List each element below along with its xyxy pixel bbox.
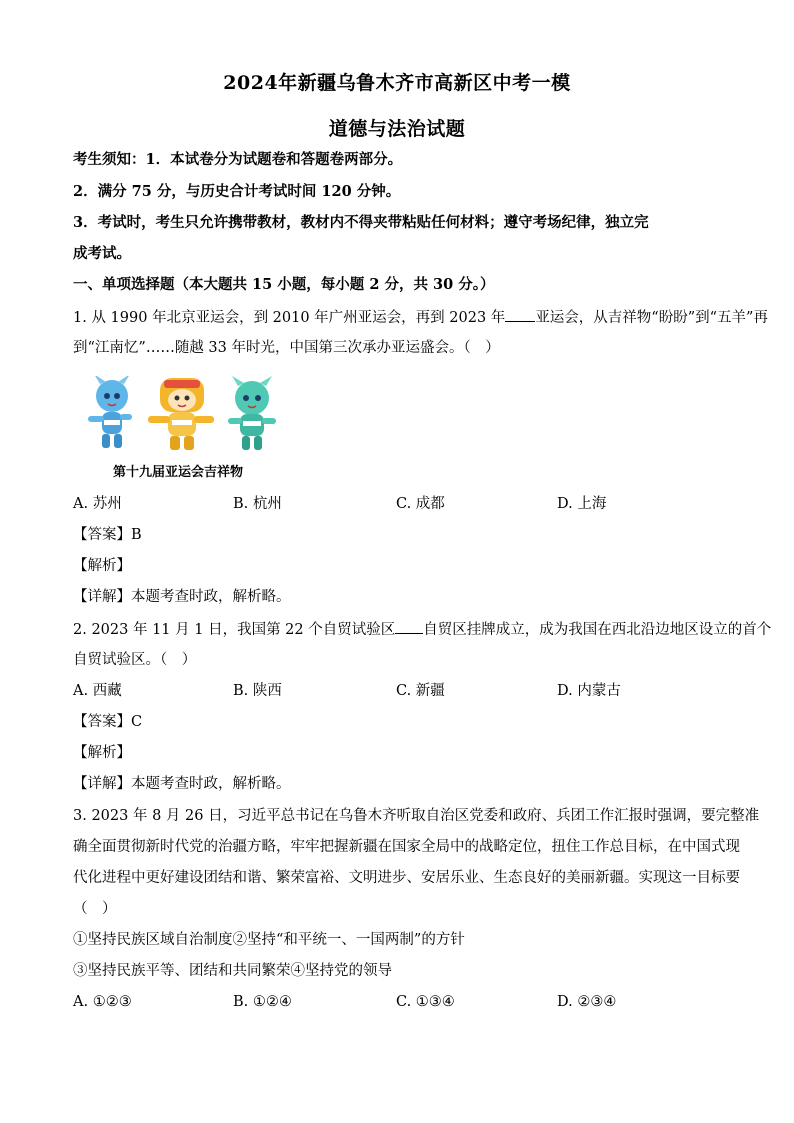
q3-stem-line-1: 3. 2023 年 8 月 26 日，习近平总书记在乌鲁木齐听取自治区党委和政府、兵团工作汇报时强调，要完整准 [73, 808, 760, 824]
q3-option-d[interactable]: D. ②③④ [557, 994, 617, 1010]
mascot-green-icon [228, 376, 276, 450]
q2-option-a[interactable]: A. 西藏 [73, 683, 122, 699]
q2-option-d[interactable]: D. 内蒙古 [557, 683, 621, 699]
section-heading: 一、单项选择题（本大题共 15 小题，每小题 2 分，共 30 分。） [73, 276, 495, 293]
q2-answer: 【答案】C [73, 714, 143, 730]
q1-stem-part-b: 亚运会，从吉祥物“盼盼”到“五羊”再 [535, 310, 768, 326]
q3-stem-line-3: 代化进程中更好建设团结和谐、繁荣富裕、文明进步、安居乐业、生态良好的美丽新疆。实现这一目标要 [73, 870, 740, 886]
q1-stem-line-2: 到“江南忆”……随越 33 年时光，中国第三次承办亚运盛会。（ ） [73, 340, 500, 356]
q2-stem-part-b: 自贸区挂牌成立，成为我国在西北沿边地区设立的首个 [423, 622, 772, 638]
q1-answer: 【答案】B [73, 527, 142, 543]
q1-detail: 【详解】本题考查时政，解析略。 [73, 589, 291, 605]
q2-detail: 【详解】本题考查时政，解析略。 [73, 776, 291, 792]
q2-stem-line-1 [73, 619, 771, 640]
q2-option-b[interactable]: B. 陕西 [233, 683, 282, 699]
q2-stem-part-a: 2. 2023 年 11 月 1 日，我国第 22 个自贸试验区 [73, 622, 396, 638]
q3-stem-line-4: （ ） [73, 901, 117, 917]
q3-option-a[interactable]: A. ①②③ [73, 994, 132, 1010]
q1-option-d[interactable]: D. 上海 [557, 496, 607, 512]
exam-subtitle: 道德与法治试题 [328, 118, 466, 140]
q3-statement-line-1: ①坚持民族区域自治制度②坚持“和平统一、一国两制”的方针 [73, 932, 465, 948]
mascot-caption: 第十九届亚运会吉祥物 [113, 465, 244, 480]
notice-line-2: 2．满分 75 分，与历史合计考试时间 120 分钟。 [73, 183, 401, 200]
q3-option-b[interactable]: B. ①②④ [233, 994, 292, 1010]
q2-option-c[interactable]: C. 新疆 [396, 683, 445, 699]
exam-title: 2024年新疆乌鲁木齐市高新区中考一模 [223, 72, 571, 94]
q1-blank [505, 307, 535, 322]
q1-stem-line-1 [73, 307, 768, 328]
q1-stem-part-a: 1. 从 1990 年北京亚运会，到 2010 年广州亚运会，再到 2023 年 [73, 310, 506, 326]
notice-line-4: 成考试。 [73, 245, 131, 262]
mascots-image [80, 376, 290, 456]
notice-line-1: 考生须知：1．本试卷分为试题卷和答题卷两部分。 [73, 151, 403, 168]
q1-option-b[interactable]: B. 杭州 [233, 496, 282, 512]
q3-option-c[interactable]: C. ①③④ [396, 994, 455, 1010]
q3-stem-line-2: 确全面贯彻新时代党的治疆方略，牢牢把握新疆在国家全局中的战略定位，扭住工作总目标，在中国式现 [73, 839, 740, 855]
mascot-blue-icon [88, 376, 132, 448]
q1-option-a[interactable]: A. 苏州 [73, 496, 122, 512]
notice-line-3: 3．考试时，考生只允许携带教材，教材内不得夹带粘贴任何材料；遵守考场纪律，独立完 [73, 214, 649, 231]
mascot-yellow-icon [148, 378, 214, 450]
q1-analysis: 【解析】 [73, 558, 131, 574]
q3-statement-line-2: ③坚持民族平等、团结和共同繁荣④坚持党的领导 [73, 963, 392, 979]
q2-stem-line-2: 自贸试验区。（ ） [73, 652, 197, 668]
q2-analysis: 【解析】 [73, 745, 131, 761]
q1-option-c[interactable]: C. 成都 [396, 496, 445, 512]
q2-blank [395, 619, 423, 634]
